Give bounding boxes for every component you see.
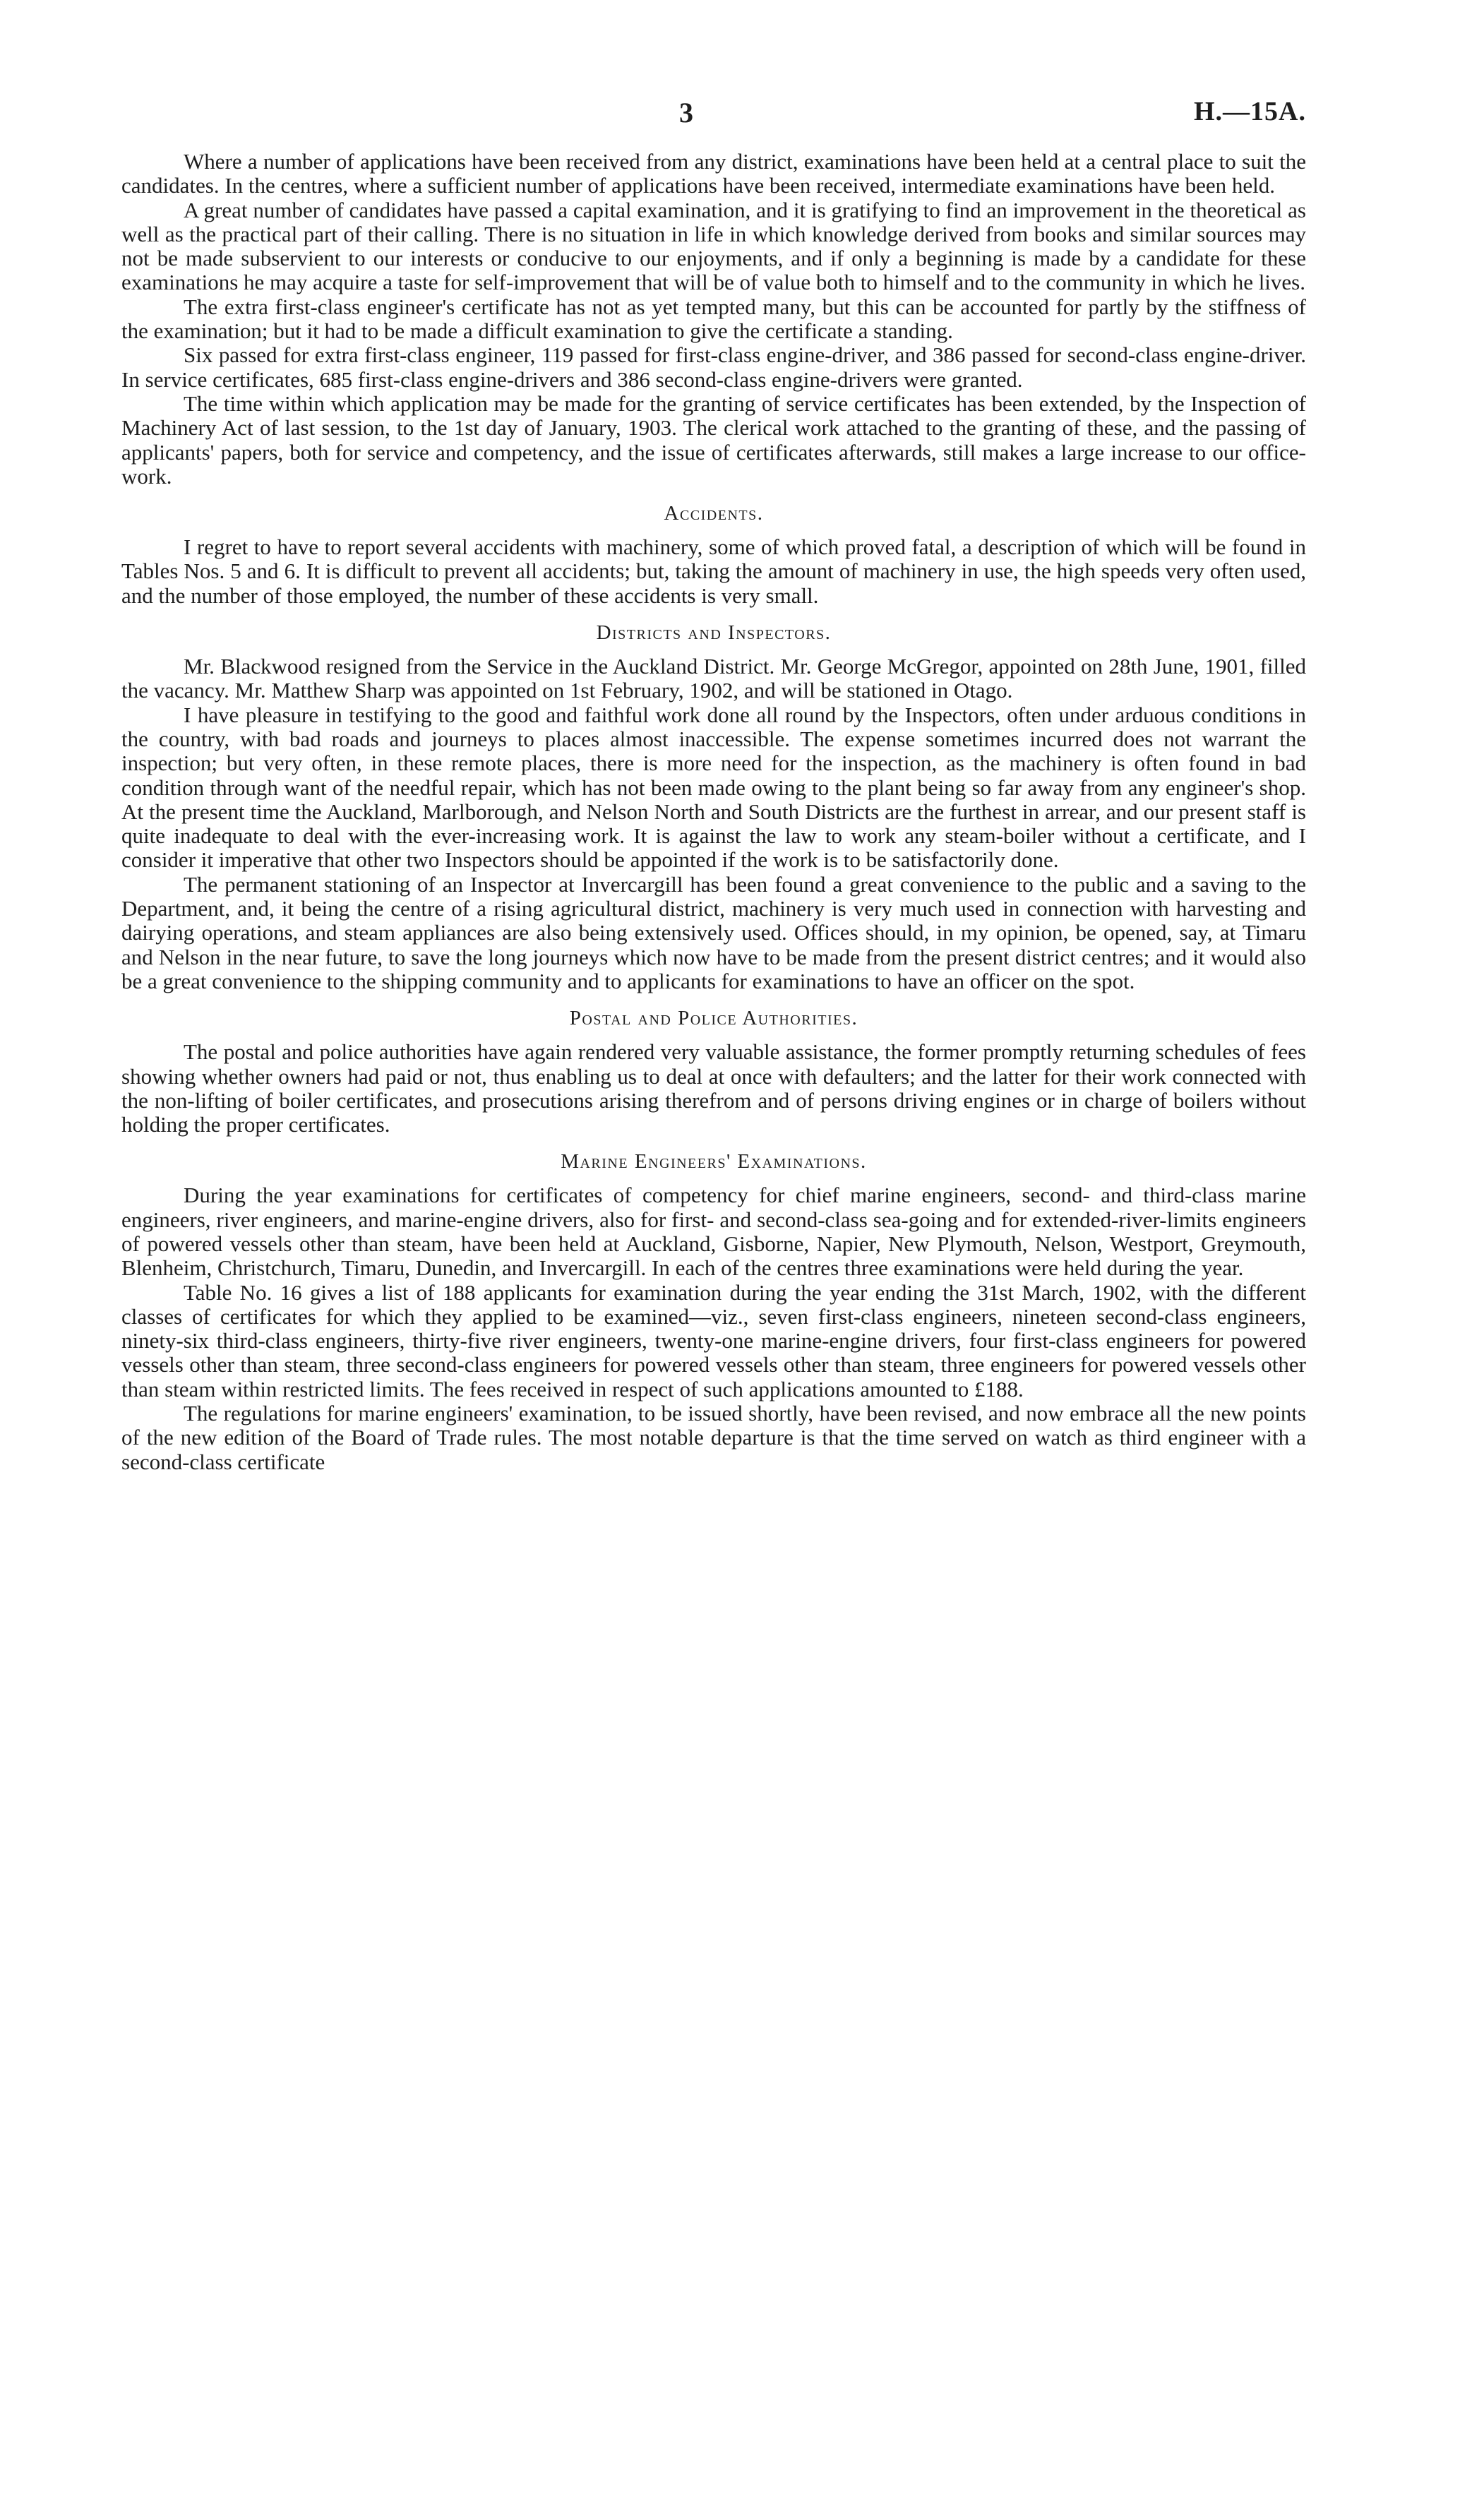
- section-heading: Marine Engineers' Examinations.: [561, 1150, 867, 1173]
- paragraph: The extra first-class engineer's certificate has not as yet tempted many, but this can be accounted for partly by the stiffness of the examination; but it had to be made a difficult examination to give the certificate a standing.: [121, 294, 1306, 344]
- document-page: [121, 96, 1306, 1474]
- section-districts: [121, 621, 1306, 993]
- paragraph: I have pleasure in testifying to the good and faithful work done all round by the Inspectors, often under arduous conditions in the country, with bad roads and journeys to places almost inaccessible. The expense sometimes incurred does not warrant the inspection; but very often, in these remote places, there is more need for the inspection, as the machinery is often found in bad condition through want of the needful repair, which has not been made owing to the plant being so far away from any engineer's shop. At the present time the Auckland, Marlborough, and Nelson North and South Districts are the furthest in arrear, and our present staff is quite inadequate to deal with the ever-increasing work. It is against the law to work any steam-boiler without a certificate, and I consider it imperative that other two Inspectors should be appointed if the work is to be satisfactorily done.: [121, 702, 1306, 873]
- running-header: [121, 96, 1306, 150]
- paragraph: Table No. 16 gives a list of 188 applicants for examination during the year ending the 31st March, 1902, with the different classes of certificates for which they applied to be examined—viz., seven first-class engineers, nineteen second-class engineers, ninety-six third-class engineers, thirty-five river engineers, twenty-one marine-engine drivers, four first-class engineers for powered vessels other than steam, three second-class engineers for powered vessels other than steam, three engineers for powered vessels other than steam within restricted limits. The fees received in respect of such applications amounted to £188.: [121, 1279, 1306, 1402]
- paragraph: During the year examinations for certificates of competency for chief marine engineers, second- and third-class marine engineers, river engineers, and marine-engine drivers, also for first- and second-class sea-going and for extended-river-limits engineers of powered vessels other than steam, have been held at Auckland, Gisborne, Napier, New Plymouth, Nelson, Westport, Greymouth, Blenheim, Christchurch, Timaru, Dunedin, and Invercargill. In each of the centres three examinations were held during the year.: [121, 1183, 1306, 1281]
- section-heading: Accidents.: [664, 502, 764, 525]
- paragraph: The postal and police authorities have again rendered very valuable assistance, the former promptly returning schedules of fees showing whether owners had paid or not, thus enabling us to deal at once with defaulters; and the latter for their work connected with the non-lifting of boiler certificates, and prosecutions arising therefrom and of persons driving engines or in charge of boilers without holding the proper certificates.: [121, 1039, 1306, 1137]
- paragraph: Mr. Blackwood resigned from the Service in the Auckland District. Mr. George McGregor, appointed on 28th June, 1901, filled the vacancy. Mr. Matthew Sharp was appointed on 1st February, 1902, and will be stationed in Otago.: [121, 654, 1306, 703]
- page-number: 3: [679, 97, 693, 129]
- section-postal: [121, 1006, 1306, 1137]
- paragraph: The time within which application may be made for the granting of service certificates has been extended, by the Inspection of Machinery Act of last session, to the 1st day of January, 1903. The clerical work attached to the granting of these, and the passing of applicants' papers, both for service and competency, and the issue of certificates afterwards, still makes a large increase to our office-work.: [121, 390, 1306, 489]
- section-marine: [121, 1149, 1306, 1474]
- paragraph: The permanent stationing of an Inspector at Invercargill has been found a great convenience to the public and a saving to the Department, and, it being the centre of a rising agricultural district, machinery is very much used in connection with harvesting and dairying operations, and steam appliances are also being extensively used. Offices should, in my opinion, be opened, say, at Timaru and Nelson in the near future, to save the long journeys which now have to be made from the present district centres; and it would also be a great convenience to the shipping community and to applicants for examinations to have an officer on the spot.: [121, 871, 1306, 993]
- paragraph: A great number of candidates have passed a capital examination, and it is gratifying to find an improvement in the theoretical as well as the practical part of their calling. There is no situation in life in which knowledge derived from books and similar sources may not be made subservient to our interests or conducive to our enjoyments, and if only a beginning is made by a candidate for these examinations he may acquire a taste for self-improvement that will be of value both to himself and to the community in which he lives.: [121, 197, 1306, 295]
- document-reference: H.—15A.: [1194, 97, 1306, 126]
- paragraph: Where a number of applications have been received from any district, examinations have been held at a central place to suit the candidates. In the centres, where a sufficient number of applications have been received, intermediate examinations have been held.: [121, 149, 1306, 198]
- paragraph: The regulations for marine engineers' examination, to be issued shortly, have been revised, and now embrace all the new points of the new edition of the Board of Trade rules. The most notable departure is that the time served on watch as third engineer with a second-class certificate: [121, 1401, 1306, 1474]
- section-heading: Districts and Inspectors.: [596, 621, 832, 645]
- paragraph: Six passed for extra first-class engineer, 119 passed for first-class engine-driver, and 386 passed for second-class engine-driver. In service certificates, 685 first-class engine-drivers and 386 second-class engine-drivers were granted.: [121, 342, 1306, 392]
- section-heading: Postal and Police Authorities.: [569, 1007, 858, 1030]
- paragraph: I regret to have to report several accidents with machinery, some of which proved fatal, a description of which will be found in Tables Nos. 5 and 6. It is difficult to prevent all accidents; but, taking the amount of machinery in use, the high speeds very often used, and the number of those employed, the number of these accidents is very small.: [121, 534, 1306, 608]
- section-intro: [121, 150, 1306, 489]
- section-accidents: [121, 501, 1306, 608]
